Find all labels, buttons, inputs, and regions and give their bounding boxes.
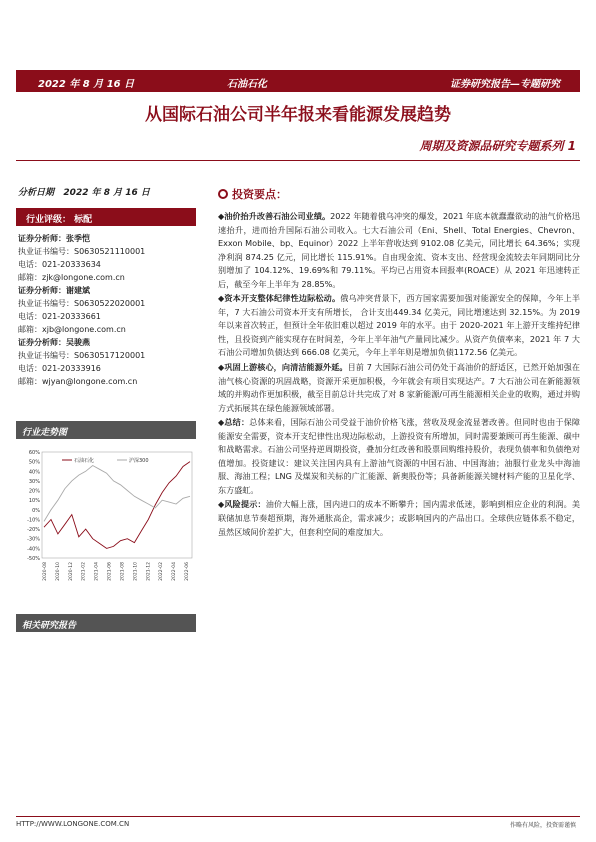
analysis-date: 分析日期 2022 年 8 月 16 日 xyxy=(18,188,150,198)
legend-label: 沪深300 xyxy=(129,458,149,464)
industry-name: 石油石化 xyxy=(227,79,267,90)
paragraph: ◆资本开支整体纪律性边际松动。俄乌冲突背景下，西方国家需要加强对能源安全的保障，今年上半年，7 大石油公司资本开支有所增长， 合计支出449.34 亿美元，同比增速达到 32.15%。为 2019 年以来首次转正，但预计全年依旧难以超过 2019 年的水平。由于 2020-2021 年上游开支维持纪律性，且投资到产能实现存在时间差，今年上半年油气产量同比减少。从资产负债率来，2021 年 7 大石油公司增加负债达到 666.08 亿美元，今年上半年则是增加负债1172.56 亿美元。 xyxy=(218,293,580,358)
paragraph: ◆巩固上游核心，向清洁能源外延。目前 7 大国际石油公司仍处于高油价的舒适区，已然开始加强在油气核心资源的巩固战略，资源开采更加积极，今年就会有项目实现达产。7 大石油公司在新能源领域的并购动作更加积极，截至目前总计共完成了对 8 家新能源/可再生能源相关企业的收购，通过并购方式拓展其在绿色能源领域部署。 xyxy=(218,362,580,413)
y-tick-label: 10% xyxy=(28,498,40,505)
y-tick-label: -30% xyxy=(27,536,40,543)
x-tick-label: 2020-10 xyxy=(55,562,61,581)
analyst-1: 证券分析师：张季恺 执业证书编号：S0630521110001 电话：021-20333634 邮箱：zjk@longone.com.cn xyxy=(18,234,146,282)
footer-url[interactable]: HTTP://WWW.LONGONE.COM.CN xyxy=(16,820,130,828)
trend-chart xyxy=(16,442,196,598)
trend-chart-svg xyxy=(16,442,196,598)
y-tick-label: -10% xyxy=(27,517,40,524)
page-title: 从国际石油公司半年报来看能源发展趋势 xyxy=(145,105,451,125)
x-tick-label: 2021-10 xyxy=(133,562,139,581)
y-tick-label: -20% xyxy=(27,527,40,534)
x-tick-label: 2021-12 xyxy=(146,562,152,581)
x-tick-label: 2021-02 xyxy=(81,562,87,581)
x-tick-label: 2022-02 xyxy=(159,562,165,581)
industry-rating: 行业评级： 标配 xyxy=(16,208,196,226)
y-tick-label: -40% xyxy=(27,546,40,553)
analyst-3: 证券分析师：吴骏燕 执业证书编号：S0630517120001 电话：021-20333916 邮箱：wjyan@longone.com.cn xyxy=(18,338,146,386)
chart-frame xyxy=(42,452,192,558)
y-tick-label: 20% xyxy=(28,488,40,495)
y-tick-label: -50% xyxy=(27,556,40,562)
series-line-1 xyxy=(44,466,190,522)
analyst-2: 证券分析师：谢建斌 执业证书编号：S0630522020001 电话：021-20333661 邮箱：xjb@longone.com.cn xyxy=(18,286,146,334)
x-tick-label: 2020-12 xyxy=(68,562,74,581)
analyst-email[interactable]: zjk@longone.com.cn xyxy=(42,273,125,282)
related-reports-heading: 相关研究报告 xyxy=(16,614,196,632)
title-divider xyxy=(16,160,580,161)
x-tick-label: 2021-06 xyxy=(107,562,113,581)
top-banner xyxy=(16,70,580,92)
x-tick-label: 2020-08 xyxy=(43,562,48,581)
paragraph: ◆油价抬升改善石油公司业绩。2022 年随着俄乌冲突的爆发，2021 年底本就蠢蠢欲动的油气价格迅速抬升，进而抬升国际石油公司收入。七大石油公司（Eni、Shell、Total Energies、Chevron、Exxon Mobile、bp、Equinor）2022 上半年营收达到 9102.08 亿美元，同比增长 64.36%；实现净利润 874.25 亿元，同比增长 115.91%。自由现金流、资本支出、经营现金流较去年同期同比分别增加了 104.12%、19.69%和 79.11%。平均已占用资本回报率(ROACE）从 2021 年迅速转正后，截至今年上半年为 28.85%。 xyxy=(218,211,581,289)
y-tick-label: 40% xyxy=(28,469,40,476)
x-tick-label: 2021-08 xyxy=(120,562,126,581)
x-tick-label: 2022-04 xyxy=(172,562,178,581)
report-type: 证券研究报告—专题研究 xyxy=(450,79,560,90)
x-tick-label: 2022-06 xyxy=(185,562,190,581)
report-date: 2022 年 8 月 16 日 xyxy=(38,79,135,90)
trend-chart-heading: 行业走势图 xyxy=(16,421,196,439)
key-points-heading: 投资要点： xyxy=(218,186,287,202)
footer-disclaimer: 作略有风险，投资需谨慎 xyxy=(509,822,576,829)
legend-label: 石油石化 xyxy=(74,458,95,464)
y-tick-label: 60% xyxy=(28,450,40,456)
page-subtitle: 周期及资源品研究专题系列 1 xyxy=(419,139,576,153)
key-points-body xyxy=(218,210,580,540)
series-line-0 xyxy=(44,462,190,549)
y-tick-label: 50% xyxy=(28,459,40,466)
paragraph: ◆风险提示：油价大幅上涨，国内进口的成本不断攀升；国内需求低迷，影响到相应企业的利润。美联储加息节奏超预期，海外通胀高企，需求减少；或影响国内的产品出口。全球供应链体系不稳定，虽然区域间价差扩大，但套利空间的难度加大。 xyxy=(218,499,580,537)
x-tick-label: 2021-04 xyxy=(94,562,100,581)
analyst-email[interactable]: xjb@longone.com.cn xyxy=(42,325,126,334)
footer-divider xyxy=(16,816,580,817)
bullet-circle-icon xyxy=(218,189,228,199)
paragraph: ◆总结：总体来看，国际石油公司受益于油价价格飞涨，营收及现金流显著改善。但同时也由于保障能源安全需要，资本开支纪律性出现边际松动，上游投资有所增加，同时需要兼顾可再生能源、碳中和战略需求。石油公司坚持逆周期投资，叠加分红改善和股票回购维持股价，表现负债率和负债绝对值增加。投资建议：建议关注国内具有上游油气资源的中国石油、中国海油；油服行业龙头中海油服、海油工程；LNG 及煤炭和关标的广汇能源、新奥股份等；具备新能源关键材料产能的卫星化学、东方盛虹。 xyxy=(218,417,580,495)
y-tick-label: 0% xyxy=(32,507,40,514)
analyst-email[interactable]: wjyan@longone.com.cn xyxy=(42,377,138,386)
y-tick-label: 30% xyxy=(28,478,40,485)
analyst-list xyxy=(18,232,198,388)
